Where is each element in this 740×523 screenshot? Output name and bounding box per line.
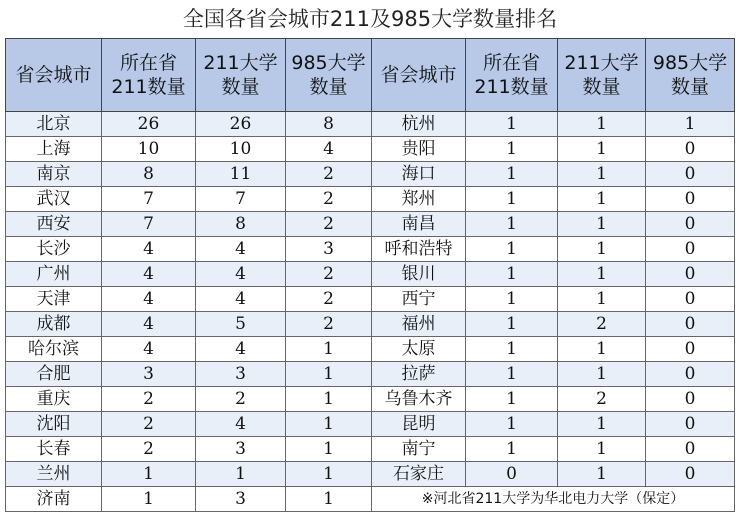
count-cell: 1 (286, 362, 372, 387)
city-cell: 长沙 (6, 237, 102, 262)
table-row (6, 137, 735, 162)
city-cell: 南宁 (372, 437, 466, 462)
city-cell: 太原 (372, 337, 466, 362)
count-cell: 1 (466, 412, 558, 437)
table-row (6, 437, 735, 462)
count-cell: 1 (286, 337, 372, 362)
city-cell: 昆明 (372, 412, 466, 437)
count-cell: 0 (646, 237, 735, 262)
count-cell: 1 (466, 262, 558, 287)
count-cell: 4 (102, 287, 196, 312)
ranking-table (5, 38, 735, 512)
city-cell: 济南 (6, 487, 102, 512)
count-cell: 1 (286, 487, 372, 512)
count-cell: 2 (558, 312, 646, 337)
count-cell: 0 (646, 337, 735, 362)
header-row (6, 39, 735, 112)
city-cell: 西宁 (372, 287, 466, 312)
city-cell: 上海 (6, 137, 102, 162)
count-cell: 4 (196, 412, 286, 437)
city-cell: 石家庄 (372, 462, 466, 487)
city-cell: 呼和浩特 (372, 237, 466, 262)
count-cell: 10 (196, 137, 286, 162)
city-cell: 福州 (372, 312, 466, 337)
count-cell: 8 (286, 112, 372, 137)
count-cell: 1 (102, 487, 196, 512)
city-cell: 北京 (6, 112, 102, 137)
count-cell: 1 (466, 437, 558, 462)
count-cell: 1 (466, 112, 558, 137)
count-cell: 1 (558, 212, 646, 237)
count-cell: 2 (286, 287, 372, 312)
count-cell: 5 (196, 312, 286, 337)
count-cell: 3 (102, 362, 196, 387)
count-cell: 8 (102, 162, 196, 187)
city-cell: 长春 (6, 437, 102, 462)
count-cell: 1 (466, 362, 558, 387)
count-cell: 1 (558, 187, 646, 212)
count-cell: 7 (102, 212, 196, 237)
count-cell: 4 (196, 237, 286, 262)
city-cell: 广州 (6, 262, 102, 287)
count-cell: 0 (646, 312, 735, 337)
city-cell: 贵阳 (372, 137, 466, 162)
count-cell: 1 (466, 337, 558, 362)
table-row (6, 337, 735, 362)
count-cell: 0 (646, 137, 735, 162)
count-cell: 2 (286, 187, 372, 212)
city-cell: 乌鲁木齐 (372, 387, 466, 412)
count-cell: 2 (558, 387, 646, 412)
count-cell: 0 (646, 212, 735, 237)
count-cell: 4 (286, 137, 372, 162)
table-row (6, 112, 735, 137)
count-cell: 2 (286, 312, 372, 337)
header-cell: 省会城市 (372, 39, 466, 112)
footnote-cell: ※河北省211大学为华北电力大学（保定） (372, 487, 735, 512)
count-cell: 4 (102, 337, 196, 362)
count-cell: 1 (102, 462, 196, 487)
count-cell: 2 (102, 437, 196, 462)
count-cell: 3 (196, 362, 286, 387)
header-cell: 省会城市 (6, 39, 102, 112)
city-cell: 兰州 (6, 462, 102, 487)
table-row (6, 212, 735, 237)
count-cell: 3 (286, 237, 372, 262)
table-row (6, 187, 735, 212)
city-cell: 成都 (6, 312, 102, 337)
count-cell: 1 (466, 162, 558, 187)
header-cell: 所在省 211数量 (466, 39, 558, 112)
city-cell: 海口 (372, 162, 466, 187)
city-cell: 西安 (6, 212, 102, 237)
table-row (6, 487, 735, 512)
count-cell: 0 (646, 412, 735, 437)
count-cell: 4 (102, 312, 196, 337)
count-cell: 0 (646, 162, 735, 187)
table-row (6, 237, 735, 262)
count-cell: 0 (646, 187, 735, 212)
table-title: 全国各省会城市211及985大学数量排名 (182, 7, 558, 31)
count-cell: 1 (558, 287, 646, 312)
count-cell: 10 (102, 137, 196, 162)
count-cell: 1 (286, 462, 372, 487)
table-row (6, 412, 735, 437)
header-cell: 所在省 211数量 (102, 39, 196, 112)
table-row (6, 262, 735, 287)
city-cell: 沈阳 (6, 412, 102, 437)
count-cell: 0 (646, 362, 735, 387)
count-cell: 4 (196, 337, 286, 362)
count-cell: 2 (286, 212, 372, 237)
count-cell: 2 (102, 412, 196, 437)
city-cell: 南昌 (372, 212, 466, 237)
city-cell: 合肥 (6, 362, 102, 387)
count-cell: 1 (558, 162, 646, 187)
count-cell: 2 (286, 262, 372, 287)
city-cell: 杭州 (372, 112, 466, 137)
count-cell: 1 (646, 112, 735, 137)
count-cell: 1 (466, 387, 558, 412)
city-cell: 重庆 (6, 387, 102, 412)
city-cell: 拉萨 (372, 362, 466, 387)
count-cell: 0 (646, 262, 735, 287)
table-row (6, 362, 735, 387)
count-cell: 4 (102, 237, 196, 262)
city-cell: 武汉 (6, 187, 102, 212)
count-cell: 4 (196, 287, 286, 312)
count-cell: 26 (102, 112, 196, 137)
count-cell: 0 (646, 437, 735, 462)
table-row (6, 162, 735, 187)
count-cell: 7 (102, 187, 196, 212)
city-cell: 哈尔滨 (6, 337, 102, 362)
count-cell: 1 (196, 462, 286, 487)
count-cell: 3 (196, 487, 286, 512)
count-cell: 2 (102, 387, 196, 412)
city-cell: 天津 (6, 287, 102, 312)
header-cell: 211大学 数量 (558, 39, 646, 112)
city-cell: 银川 (372, 262, 466, 287)
count-cell: 1 (558, 262, 646, 287)
count-cell: 1 (558, 412, 646, 437)
count-cell: 0 (466, 462, 558, 487)
count-cell: 4 (102, 262, 196, 287)
table-row (6, 287, 735, 312)
count-cell: 1 (558, 137, 646, 162)
count-cell: 1 (558, 237, 646, 262)
header-cell: 985大学 数量 (286, 39, 372, 112)
city-cell: 南京 (6, 162, 102, 187)
count-cell: 1 (466, 312, 558, 337)
count-cell: 1 (558, 112, 646, 137)
count-cell: 1 (558, 462, 646, 487)
table-row (6, 312, 735, 337)
count-cell: 0 (646, 287, 735, 312)
count-cell: 26 (196, 112, 286, 137)
header-cell: 985大学 数量 (646, 39, 735, 112)
count-cell: 1 (466, 212, 558, 237)
table-body (6, 112, 735, 512)
count-cell: 2 (196, 387, 286, 412)
count-cell: 1 (286, 387, 372, 412)
count-cell: 1 (466, 187, 558, 212)
count-cell: 7 (196, 187, 286, 212)
count-cell: 2 (286, 162, 372, 187)
count-cell: 1 (558, 337, 646, 362)
count-cell: 1 (466, 287, 558, 312)
count-cell: 3 (196, 437, 286, 462)
table-row (6, 462, 735, 487)
count-cell: 1 (286, 437, 372, 462)
count-cell: 1 (558, 362, 646, 387)
count-cell: 8 (196, 212, 286, 237)
count-cell: 1 (558, 437, 646, 462)
count-cell: 0 (646, 462, 735, 487)
count-cell: 1 (466, 237, 558, 262)
count-cell: 11 (196, 162, 286, 187)
count-cell: 1 (466, 137, 558, 162)
count-cell: 0 (646, 387, 735, 412)
header-cell: 211大学 数量 (196, 39, 286, 112)
count-cell: 1 (286, 412, 372, 437)
count-cell: 4 (196, 262, 286, 287)
city-cell: 郑州 (372, 187, 466, 212)
table-row (6, 387, 735, 412)
